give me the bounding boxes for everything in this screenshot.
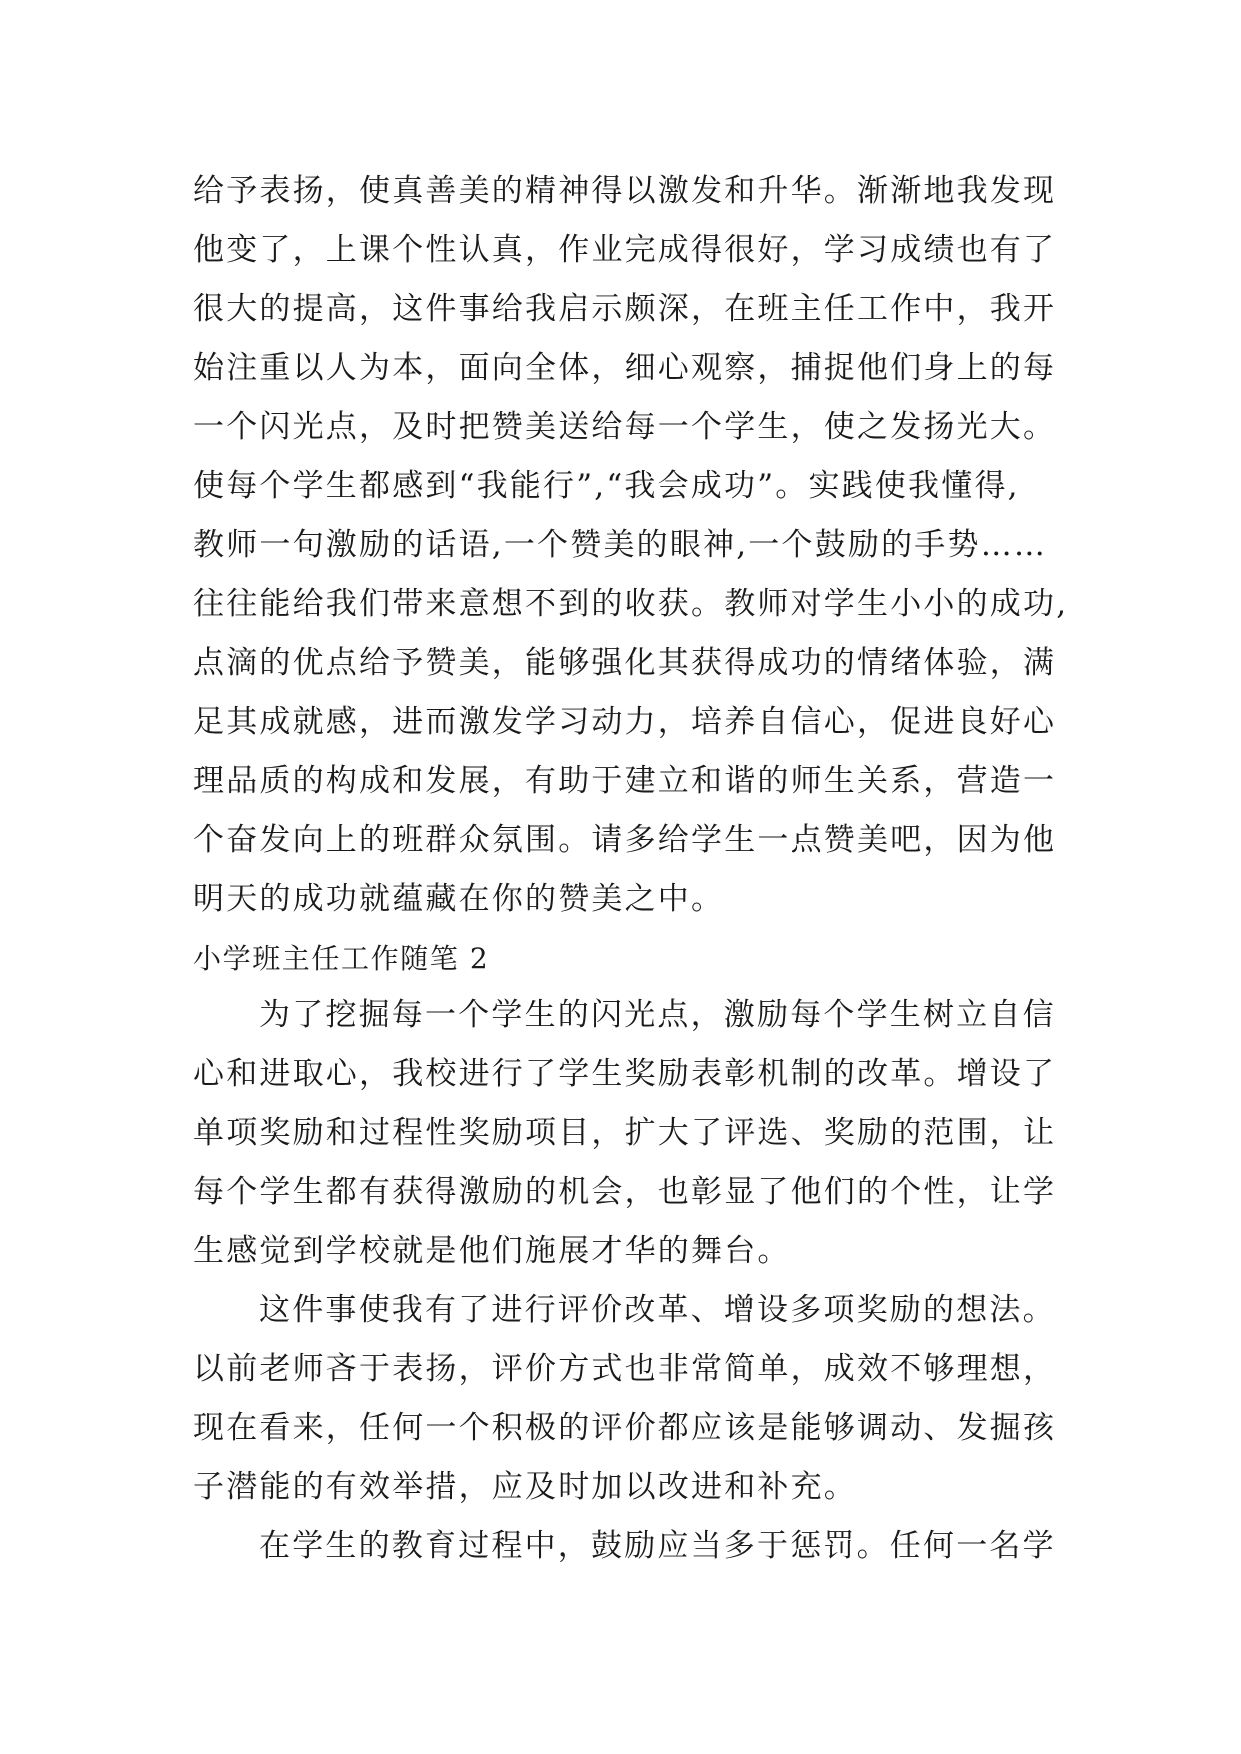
paragraph (193, 1517, 1056, 1576)
text-line: 在学生的教育过程中，鼓励应当多于惩罚。任何一名学 (259, 1528, 1056, 1564)
text-line: 给予表扬，使真善美的精神得以激发和升华。渐渐地我发现 (193, 173, 1057, 209)
paragraph (193, 1281, 1057, 1517)
text-line: 点滴的优点给予赞美，能够强化其获得成功的情绪体验，满 (193, 645, 1057, 681)
text-line: 现在看来，任何一个积极的评价都应该是能够调动、发掘孩 (193, 1410, 1057, 1446)
paragraph-continued (193, 162, 1069, 929)
paragraph (193, 986, 1057, 1281)
text-line: 子潜能的有效举措，应及时加以改进和补充。 (193, 1469, 857, 1505)
text-line: 往往能给我们带来意想不到的收获。教师对学生小小的成功, (193, 586, 1069, 622)
text-line: 足其成就感，进而激发学习动力，培养自信心，促进良好心 (193, 704, 1057, 740)
text-line: 他变了，上课个性认真，作业完成得很好，学习成绩也有了 (193, 232, 1057, 268)
text-line: 明天的成功就蕴藏在你的赞美之中。 (193, 881, 725, 917)
text-line: 心和进取心，我校进行了学生奖励表彰机制的改革。增设了 (193, 1056, 1057, 1092)
text-line: 生感觉到学校就是他们施展才华的舞台。 (193, 1233, 791, 1269)
text-line: 单项奖励和过程性奖励项目，扩大了评选、奖励的范围，让 (193, 1115, 1057, 1151)
text-line: 为了挖掘每一个学生的闪光点，激励每个学生树立自信 (259, 997, 1056, 1033)
text-line: 理品质的构成和发展，有助于建立和谐的师生关系，营造一 (193, 763, 1057, 799)
text-line: 始注重以人为本，面向全体，细心观察，捕捉他们身上的每 (193, 350, 1057, 386)
text-line: 个奋发向上的班群众氛围。请多给学生一点赞美吧，因为他 (193, 822, 1057, 858)
text-line: 很大的提高，这件事给我启示颇深，在班主任工作中，我开 (193, 291, 1057, 327)
text-line: 以前老师吝于表扬，评价方式也非常简单，成效不够理想， (193, 1351, 1057, 1387)
text-line: 教师一句激励的话语,一个赞美的眼神,一个鼓励的手势…… (193, 527, 1048, 563)
document-body (193, 162, 1069, 1576)
section-heading: 小学班主任工作随笔 2 (193, 942, 490, 975)
text-line: 使每个学生都感到“我能行”,“我会成功”。实践使我懂得, (193, 468, 1020, 504)
text-line: 每个学生都有获得激励的机会，也彰显了他们的个性，让学 (193, 1174, 1057, 1210)
text-line: 一个闪光点，及时把赞美送给每一个学生，使之发扬光大。 (193, 409, 1057, 445)
text-line: 这件事使我有了进行评价改革、增设多项奖励的想法。 (259, 1292, 1056, 1328)
